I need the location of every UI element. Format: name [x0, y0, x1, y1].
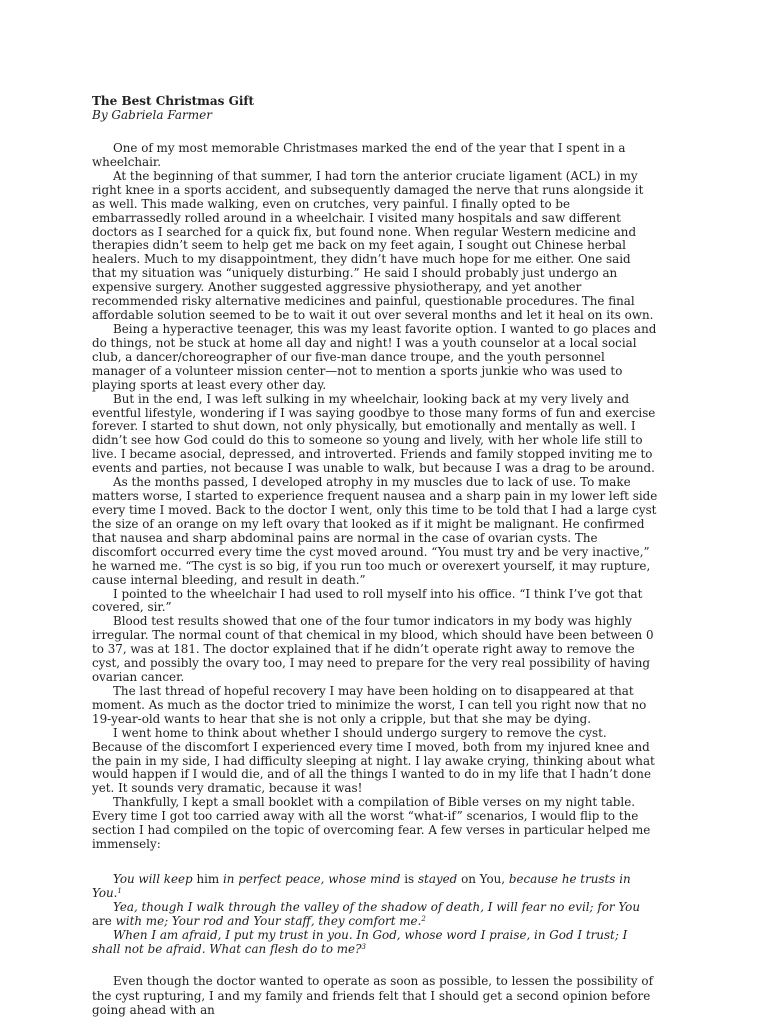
- verse: When I am afraid, I put my trust in you. In God, whose word I praise, in God I trust; I shall not be afraid. What can flesh do to me?$^3$: [92, 928, 628, 957]
- document-closing: [92, 974, 658, 1018]
- footnote-marker: 3: [361, 943, 366, 952]
- paragraph: But in the end, I was left sulking in my wheelchair, looking back at my very lively and eventful lifestyle, wondering if I was saying goodbye to those many forms of fun and exercise forever. I started to shut down, not only physically, but emotionally and mentally as well. I didn’t see how God could do this to someone so young and lively, with her whole life still to live. I became asocial, depressed, and introverted. Friends and family stopped inviting me to events and parties, not because I was unable to walk, but because I was a drag to be around.: [92, 391, 656, 476]
- verse: You will keep him in perfect peace, whose mind is stayed on You, because he trusts in You.$^1$: [92, 872, 631, 901]
- paragraph: Even though the doctor wanted to operate as soon as possible, to lessen the possibility of the cyst rupturing, I and my family and friends felt that I should get a second opinion before going ahead with an: [92, 974, 653, 1018]
- paragraph: The last thread of hopeful recovery I may have been holding on to disappeared at that moment. As much as the doctor tried to minimize the worst, I can tell you right now that no 19-year-old wants to hear that she is not only a cripple, but that she may be dying.: [92, 683, 647, 726]
- paragraph: At the beginning of that summer, I had torn the anterior cruciate ligament (ACL) in my right knee in a sports accident, and subsequently damaged the nerve that runs alongside it as well. This made walking, even on crutches, very painful. I finally opted to be embarrassedly rolled around in a wheelchair. I visited many hospitals and saw different doctors as I searched for a quick fix, but found none. When regular Western medicine and therapies didn’t seem to help get me back on my feet again, I sought out Chinese herbal healers. Much to my disappointment, they didn’t have much hope for me either. One said that my situation was “uniquely disturbing.” He said I should probably just undergo an expensive surgery. Another suggested aggressive physiotherapy, and yet another recommended risky alternative medicines and painful, questionable procedures. The final affordable solution seemed to be to wait it out over several months and let it heal on its own.: [92, 168, 654, 323]
- paragraph: I went home to think about whether I should undergo surgery to remove the cyst. Because of the discomfort I experienced every time I moved, both from my injured knee and the pain in my side, I had difficulty sleeping at night. I lay awake crying, thinking about what would happen if I would die, and of all the things I wanted to do in my life that I hadn’t done yet. It sounds very dramatic, because it was!: [92, 725, 655, 796]
- footnote-marker: 1: [117, 887, 122, 896]
- paragraph: Blood test results showed that one of the four tumor indicators in my body was highly irregular. The normal count of that chemical in my blood, which should have been between 0 to 37, was at 181. The doctor explained that if he didn’t operate right away to remove the cyst, and possibly the ovary too, I may need to prepare for the very real possibility of having ovarian cancer.: [92, 614, 654, 685]
- verse: Yea, though I walk through the valley of the shadow of death, I will fear no evil; for You are with me; Your rod and Your staff, they comfort me.$^2$: [92, 900, 640, 929]
- paragraph: Thankfully, I kept a small booklet with a compilation of Bible verses on my night table. Every time I got too carried away with all the worst “what-if” scenarios, I would flip to the section I had compiled on the topic of overcoming fear. A few verses in particular helped me immensely:: [92, 795, 651, 852]
- paragraph: Being a hyperactive teenager, this was my least favorite option. I wanted to go places and do things, not be stuck at home all day and night! I was a youth counselor at a local social club, a dancer/choreographer of our five-man dance troupe, and the youth personnel manager of a volunteer mission center—not to mention a sports junkie who was used to playing sports at least every other day.: [92, 321, 657, 392]
- document-author: By Gabriela Farmer: [92, 108, 212, 122]
- footnote-marker: 2: [421, 915, 426, 924]
- document-body: [92, 142, 658, 852]
- paragraph: As the months passed, I developed atrophy in my muscles due to lack of use. To make matters worse, I started to experience frequent nausea and a sharp pain in my lower left side every time I moved. Back to the doctor I went, only this time to be told that I had a large cyst the size of an orange on my left ovary that looked as if it might be malignant. He confirmed that nausea and sharp abdominal pains are normal in the case of ovarian cysts. The discomfort occurred every time the cyst moved around. “You must try and be very inactive,” he warned me. “The cyst is so big, if you run too much or overexert yourself, it may rupture, cause internal bleeding, and result in death.”: [92, 475, 658, 587]
- bible-verses: [92, 872, 658, 956]
- document-title: The Best Christmas Gift: [92, 94, 255, 108]
- paragraph: I pointed to the wheelchair I had used to roll myself into his office. “I think I’ve got that covered, sir.”: [92, 586, 643, 615]
- paragraph: One of my most memorable Christmases marked the end of the year that I spent in a wheelchair.: [92, 141, 626, 169]
